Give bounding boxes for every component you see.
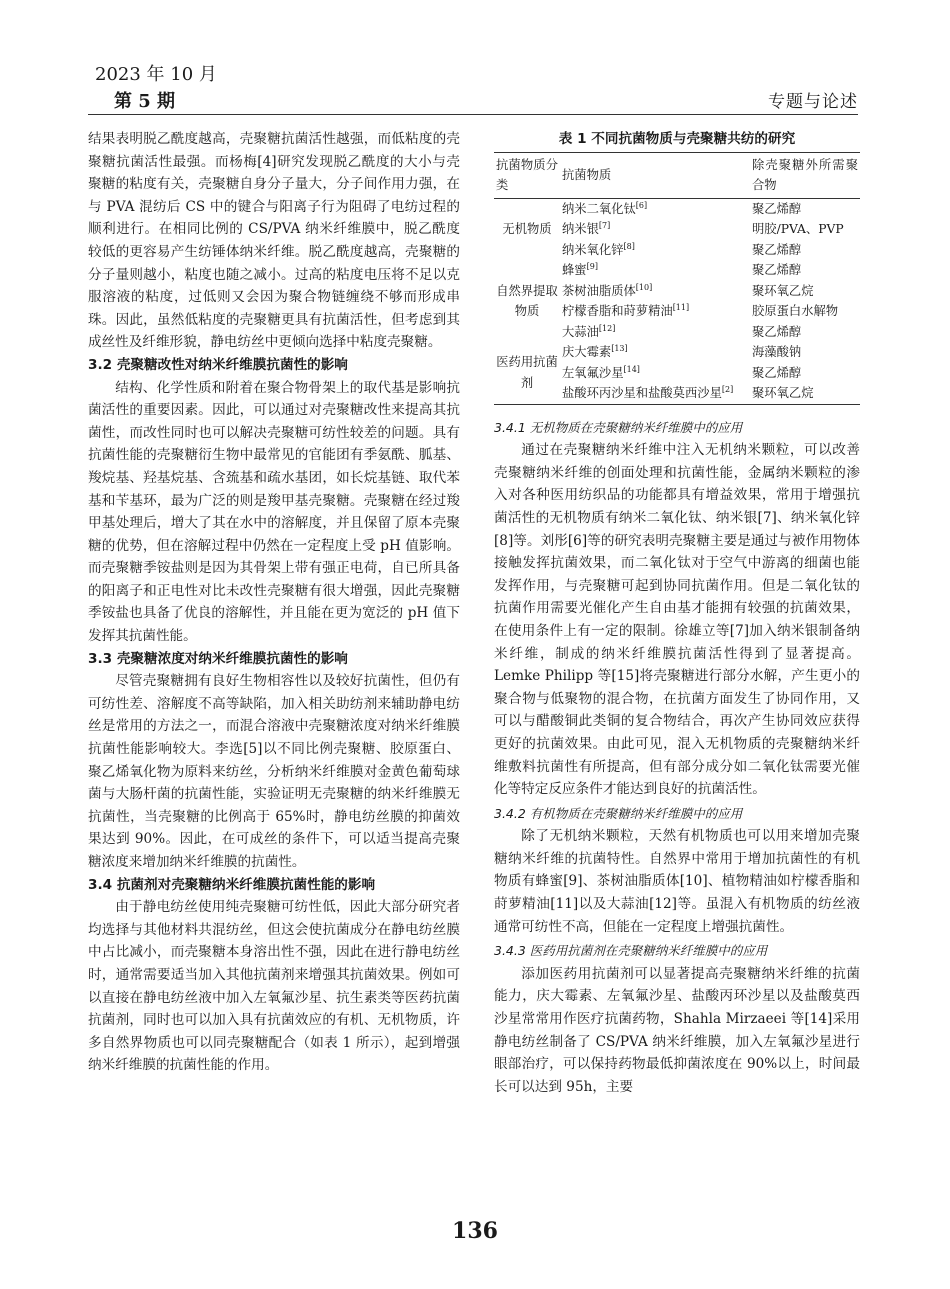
table-cell-polymer: 海藻酸钠 [752,345,802,360]
table-cell-polymer: 聚乙烯醇 [752,242,802,257]
paragraph-modification: 结构、化学性质和附着在聚合物骨架上的取代基是影响抗菌活性的重要因素。因此，可以通过对壳聚糖改性来提高其抗菌性，而改性同时也可以解决壳聚糖可纺性较差的问题。具有抗菌性能的壳聚糖衍生物中最常见的官能团有季氨酰、胍基、羧烷基、羟基烷基、含巯基和疏水基团，如长烷基链、取代苯基和苄基环，最为广泛的则是羧甲基壳聚糖。壳聚糖在经过羧甲基处理后，增大了其在水中的溶解度，并且保留了原本壳聚糖的优势，但在溶解过程中仍然在一定程度上受 pH 值影响。而壳聚糖季铵盐则是因为其骨架上带有强正电荷，自已所具备的阳离子和正电性对比未改性壳聚糖有很大增强，因此壳聚糖季铵盐也具备了优良的溶解性，并且能在更为宽泛的 pH 值下发挥其抗菌性能。 [88,379,460,645]
table-cell-polymer: 聚乙烯醇 [752,201,802,216]
table-cell-material: 纳米银[7] [562,221,611,237]
table-cell-category: 无机物质 [502,222,552,237]
table-cell-material: 纳米氧化锌[8] [562,241,635,257]
table-row [494,342,860,363]
table-cell-material: 盐酸环丙沙星和盐酸莫西沙星[2] [562,385,734,401]
table-cell-material: 庆大霉素[13] [562,344,628,360]
section-heading-3-2: 3.2 壳聚糖改性对纳米纤维膜抗菌性的影响 [88,356,348,373]
header-rule [88,114,858,115]
header-date: 2023 年 10 月 [95,64,217,85]
table-cell-polymer: 聚环氧乙烷 [752,386,814,401]
paragraph-antibacterial-agents: 由于静电纺丝使用纯壳聚糖可纺性低，因此大部分研究者均选择与其他材料共混纺丝，但这会使抗菌成分在静电纺丝膜中占比减小，而壳聚糖本身溶出性不强，因此在进行静电纺丝时，通常需要适当加入其他抗菌剂来增强其抗菌效果。例如可以直接在静电纺丝液中加入左氧氟沙星、抗生素类等医药抗菌抗菌剂，同时也可以加入具有抗菌效应的有机、无机物质，许多自然界物质也可以同壳聚糖配合（如表 1 所示），起到增强纳米纤维膜的抗菌性能的作用。 [88,899,460,1074]
table-cell-polymer: 胶原蛋白水解物 [752,304,839,319]
table-1 [494,152,860,405]
table-1-caption: 表 1 不同抗菌物质与壳聚糖共纺的研究 [558,131,796,147]
section-heading-3-3: 3.3 壳聚糖浓度对纳米纤维膜抗菌性的影响 [88,650,348,667]
table-cell-material: 大蒜油[12] [562,323,616,339]
table-header-material: 抗菌物质 [560,152,750,198]
table-row [494,198,860,219]
table-cell-polymer: 聚环氧乙烷 [752,283,814,298]
section-heading-3-4-3: 3.4.3 医药用抗菌剂在壳聚糖纳米纤维膜中的应用 [494,943,768,959]
section-heading-3-4: 3.4 抗菌剂对壳聚糖纳米纤维膜抗菌性能的影响 [88,876,376,893]
section-heading-3-4-2: 3.4.2 有机物质在壳聚糖纳米纤维膜中的应用 [494,805,743,821]
header-issue: 第 5 期 [114,91,176,112]
paragraph-viscosity: 结果表明脱乙酰度越高，壳聚糖抗菌活性越强，而低粘度的壳聚糖抗菌活性最强。而杨梅[4]研究发现脱乙酰度的大小与壳聚糖的粘度有关，壳聚糖自身分子量大，分子间作用力强，在与 PVA 混纺后 CS 中的键合与阳离子行为阻碍了电纺过程的顺利进行。在相同比例的 CS/PVA 纳米纤维膜中，脱乙酰度较低的更容易产生纺锤体纳米纤维。脱乙酰度越高，壳聚糖的分子量则越小，粘度也随之减小。过高的粘度电压将不足以克服溶液的粘度，过低则又会因为聚合物链缠绕不够而形成串珠。因此，虽然低粘度的壳聚糖更具有抗菌活性，但考虑到其成丝性及纤维形貌，静电纺丝中更倾向选择中粘度壳聚糖。 [88,131,460,351]
paragraph-organic: 除了无机纳米颗粒，天然有机物质也可以用来增加壳聚糖纳米纤维的抗菌特性。自然界中常用于增加抗菌性的有机物质有蜂蜜[9]、茶树油脂质体[10]、植物精油如柠檬香脂和莳萝精油[11]以及大蒜油[12]等。虽混入有机物质的纺丝液通常可纺性不高，但能在一定程度上增强抗菌性。 [494,828,860,935]
table-cell-polymer: 聚乙烯醇 [752,263,802,278]
section-heading-3-4-1: 3.4.1 无机物质在壳聚糖纳米纤维膜中的应用 [494,419,743,435]
table-row [494,260,860,281]
left-column [88,128,460,1077]
right-column [494,128,860,1098]
table-cell-material: 左氧氟沙星[14] [562,364,640,380]
table-cell-polymer: 聚乙烯醇 [752,365,802,380]
paragraph-inorganic: 通过在壳聚糖纳米纤维中注入无机纳米颗粒，可以改善壳聚糖纳米纤维的创面处理和抗菌性能，金属纳米颗粒的渗入对各种医用纺织品的功能都具有增益效果，常用于增强抗菌活性的无机物质有纳米二氧化钛、纳米银[7]、纳米氧化锌[8]等。刘彤[6]等的研究表明壳聚糖主要是通过与被作用物体接触发挥抗菌效果，而二氧化钛对于空气中游离的细菌也能发挥作用，与壳聚糖可起到协同抗菌作用。但是二氧化钛的抗菌作用需要光催化产生自由基才能拥有较强的抗菌效果，在使用条件上有一定的限制。徐雄立等[7]加入纳米银制备纳米纤维，制成的纳米纤维膜抗菌活性得到了显著提高。Lemke Philipp 等[15]将壳聚糖进行部分水解，产生更小的聚合物与低聚物的混合物，在抗菌方面发生了协同作用，又可以与醋酸铜此类铜的复合物结合，再次产生协同效应获得更好的抗菌效果。由此可见，混入无机物质的壳聚糖纳米纤维敷料抗菌性有所提高，但有部分成分如二氧化钛需要光催化等特定反应条件才能达到良好的抗菌活性。 [494,442,860,798]
paragraph-concentration: 尽管壳聚糖拥有良好生物相容性以及较好抗菌性，但仍有可纺性差、溶解度不高等缺陷，加入相关助纺剂来辅助静电纺丝是常用的方法之一，而混合溶液中壳聚糖浓度对纳米纤维膜抗菌性能影响较大。李选[5]以不同比例壳聚糖、胶原蛋白、聚乙烯氧化物为原料来纺丝，分析纳米纤维膜对金黄色葡萄球菌与大肠杆菌的抗菌性能，实验证明无壳聚糖的纳米纤维膜无抗菌性，当壳聚糖的比例高于 65%时，静电纺丝膜的抑菌效果达到 90%。因此，在可成丝的条件下，可以适当提高壳聚糖浓度来增加纳米纤维膜的抗菌性。 [88,673,460,870]
table-header-polymer: 除壳聚糖外所需聚合物 [750,152,860,198]
table-cell-material: 柠檬香脂和莳萝精油[11] [562,303,690,319]
table-header-category: 抗菌物质分类 [494,152,560,198]
header-column-title: 专题与论述 [768,92,858,112]
table-cell-polymer: 明胶/PVA、PVP [752,222,844,237]
table-cell-polymer: 聚乙烯醇 [752,324,802,339]
table-cell-category: 医药用抗菌剂 [496,355,558,390]
page-number: 136 [452,1218,498,1244]
table-cell-category: 自然界提取物质 [496,283,558,319]
table-cell-material: 纳米二氧化钛[6] [562,200,648,216]
paragraph-medical-agents: 添加医药用抗菌剂可以显著提高壳聚糖纳米纤维的抗菌能力，庆大霉素、左氧氟沙星、盐酸丙环沙星以及盐酸莫西沙星常常用作医疗抗菌药物，Shahla Mirzaeei 等[14]采用静电纺丝制备了 CS/PVA 纳米纤维膜，加入左氧氟沙星进行眼部治疗，可以保持药物最低抑菌浓度在 90%以上，时间最长可以达到 95h，主要 [494,965,860,1095]
table-cell-material: 茶树油脂质体[10] [562,282,653,298]
table-cell-material: 蜂蜜[9] [562,262,598,278]
